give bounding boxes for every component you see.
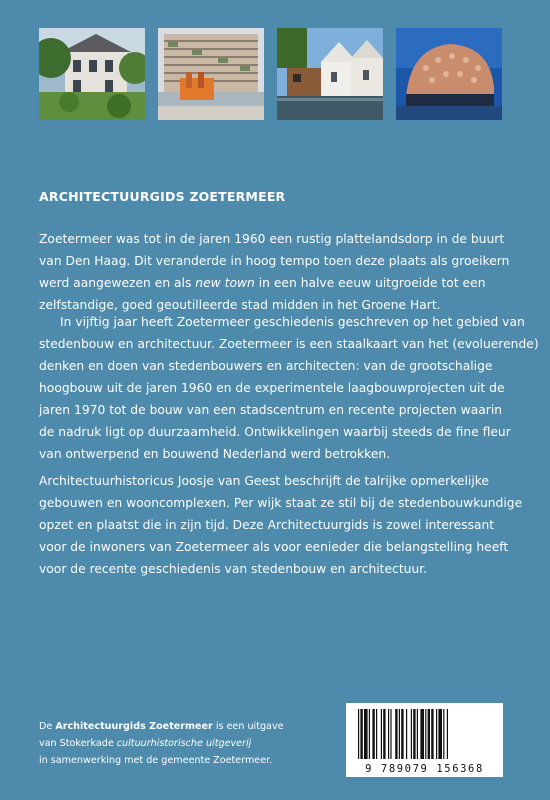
photo-modern-building — [396, 28, 502, 120]
barcode-bar — [358, 709, 359, 759]
barcode-bar — [420, 709, 424, 759]
barcode-bar — [369, 709, 370, 759]
author-paragraph — [39, 470, 523, 580]
text-line: voor de inwoners van Zoetermeer als voor eenieder die belangstelling heeft — [39, 540, 509, 554]
publisher-note — [39, 718, 284, 769]
publisher-tagline: cultuurhistorische uitgeverij — [116, 738, 252, 749]
publisher-book-title: Architectuurgids Zoetermeer — [55, 721, 213, 732]
barcode-bars — [346, 703, 503, 763]
barcode-bar — [372, 709, 374, 759]
text-line: Architectuurhistoricus Joosje van Geest beschrijft de talrijke opmerkelijke — [39, 474, 489, 488]
barcode-bar — [425, 709, 426, 759]
text-line: opzet en plaatst die in zijn tijd. Deze Architectuurgids is zowel interessant — [39, 518, 495, 532]
publisher-line: van Stokerkade cultuurhistorische uitgeverij — [39, 738, 252, 749]
barcode-bar — [376, 709, 377, 759]
barcode-bar — [383, 709, 385, 759]
photo-canal-houses — [277, 28, 383, 120]
text-line: In vijftig jaar heeft Zoetermeer geschiedenis geschreven op het gebied van — [60, 315, 525, 329]
barcode-bar — [390, 709, 391, 759]
new-town-emphasis: new town — [195, 276, 255, 290]
intro-paragraph — [39, 228, 519, 316]
history-paragraph — [39, 311, 539, 465]
text-line: van ontwerpend en bouwend Nederland werd betrokken. — [39, 447, 391, 461]
text-line: hoogbouw uit de jaren 1960 en de experimentele laagbouwprojecten uit de — [39, 381, 505, 395]
text-line: de nadruk ligt op duurzaamheid. Ontwikkelingen waarbij steeds de fine fleur — [39, 425, 511, 439]
text-line: van Den Haag. Dit veranderde in hoog tempo toen deze plaats als groeikern — [39, 254, 510, 268]
publisher-line: in samenwerking met de gemeente Zoetermeer. — [39, 755, 273, 766]
text-line: denken en doen van stedenbouwers en architecten: van de grootschalige — [39, 359, 493, 373]
photo-villa — [39, 28, 145, 120]
isbn-number: 9 789079 156368 — [365, 763, 484, 775]
photo-highrise-flats — [158, 28, 264, 120]
text-line: zelfstandige, goed geoutilleerde stad midden in het Groene Hart. — [39, 298, 441, 312]
barcode-bar — [399, 709, 400, 759]
isbn-barcode — [346, 703, 503, 777]
publisher-line: De Architectuurgids Zoetermeer is een uitgave — [39, 721, 284, 732]
text-line: gebouwen en wooncomplexen. Per wijk staat ze stil bij de stedenbouwkundige — [39, 496, 523, 510]
barcode-bar — [388, 709, 389, 759]
text-line: voor de recente geschiedenis van stedenbouw en architectuur. — [39, 562, 428, 576]
barcode-bar — [406, 709, 407, 759]
barcode-bar — [431, 709, 433, 759]
barcode-bar — [428, 709, 430, 759]
text-line: stedenbouw en architectuur. Zoetermeer is een staalkaart van het (evoluerende) — [39, 337, 539, 351]
text-line: werd aangewezen en als new town in een halve eeuw uitgroeide tot een — [39, 276, 486, 290]
book-title-heading: ARCHITECTUURGIDS ZOETERMEER — [39, 189, 286, 204]
barcode-bar — [381, 709, 382, 759]
barcode-bar — [436, 709, 437, 759]
text-line: Zoetermeer was tot in de jaren 1960 een rustig plattelandsdorp in de buurt — [39, 232, 505, 246]
barcode-bar — [401, 709, 403, 759]
text-line: jaren 1970 tot de bouw van een stadscentrum en recente projecten waarin — [39, 403, 503, 417]
barcode-bar — [395, 709, 397, 759]
barcode-bar — [413, 709, 415, 759]
barcode-bar — [443, 709, 444, 759]
barcode-bar — [438, 709, 442, 759]
barcode-bar — [447, 709, 448, 759]
barcode-bar — [411, 709, 412, 759]
barcode-bar — [360, 709, 362, 759]
barcode-bar — [364, 709, 368, 759]
barcode-bar — [417, 709, 418, 759]
